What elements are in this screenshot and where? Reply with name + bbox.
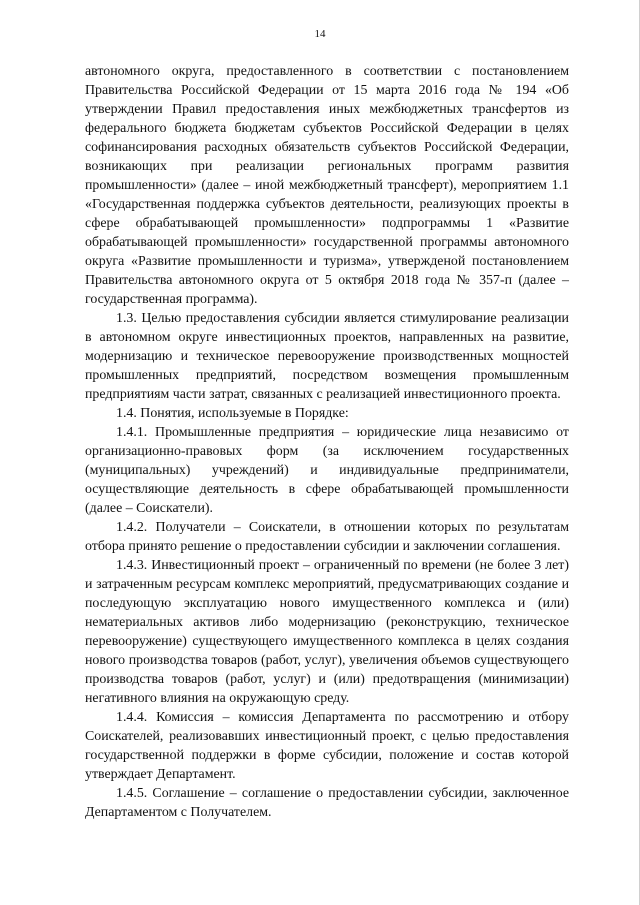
paragraph-1-4-4: 1.4.4. Комиссия – комиссия Департамента по рассмотрению и отбору Соискателей, реализовавших инвестиционный проект, с целью предоставления государственной поддержки в форме субсидии, положение и состав которой утверждает Департамент. bbox=[85, 710, 569, 782]
paragraph-continuation: автономного округа, предоставленного в соответствии с постановлением Правительства Российской Федерации от 15 марта 2016 года № 194 «Об утверждении Правил предоставления иных межбюджетных трансфертов из федерального бюджета бюджетам субъектов Российской Федерации в целях софинансирования расходных обязательств субъектов Российской Федерации, возникающих при реализации региональных программ развития промышленности» (далее – иной межбюджетный трансферт), мероприятием 1.1 «Государственная поддержка субъектов деятельности, реализующих проекты в сфере обрабатывающей промышленности» подпрограммы 1 «Развитие обрабатывающей промышленности» государственной программы автономного округа «Развитие промышленности и туризма», утвержденой постановлением Правительства автономного округа от 5 октября 2018 года № 357-п (далее – государственная программа). bbox=[85, 64, 569, 307]
paragraph-1-4-5: 1.4.5. Соглашение – соглашение о предоставлении субсидии, заключенное Департаментом с Получателем. bbox=[85, 786, 569, 820]
paragraph-1-4-3: 1.4.3. Инвестиционный проект – ограниченный по времени (не более 3 лет) и затраченным ресурсам комплекс мероприятий, предусматривающих создание и последующую эксплуатацию нового имущественного комплекса и (или) нематериальных активов либо модернизацию (реконструкцию, техническое перевооружение) существующего имущественного комплекса в целях создания нового производства товаров (работ, услуг), увеличения объемов существующего производства товаров (работ, услуг) и (или) предотвращения (минимизации) негативного влияния на окружающую среду. bbox=[85, 558, 569, 706]
paragraph-1-4-2: 1.4.2. Получатели – Соискатели, в отношении которых по результатам отбора принято решение о предоставлении субсидии и заключении соглашения. bbox=[85, 520, 569, 554]
paragraph-1-3: 1.3. Целью предоставления субсидии является стимулирование реализации в автономном округе инвестиционных проектов, направленных на развитие, модернизацию и техническое перевооружение производственных мощностей промышленных предприятий, посредством возмещения промышленным предприятиям части затрат, связанных с реализацией инвестиционного проекта. bbox=[85, 311, 569, 402]
paragraph-1-4: 1.4. Понятия, используемые в Порядке: bbox=[116, 406, 349, 421]
paragraph-1-4-1: 1.4.1. Промышленные предприятия – юридические лица независимо от организационно-правовых форм (за исключением государственных (муниципальных) учреждений) и индивидуальные предприниматели, осуществляющие деятельность в сфере обрабатывающей промышленности (далее – Соискатели). bbox=[85, 425, 569, 516]
document-body bbox=[85, 62, 569, 822]
page-number: 14 bbox=[314, 28, 326, 40]
